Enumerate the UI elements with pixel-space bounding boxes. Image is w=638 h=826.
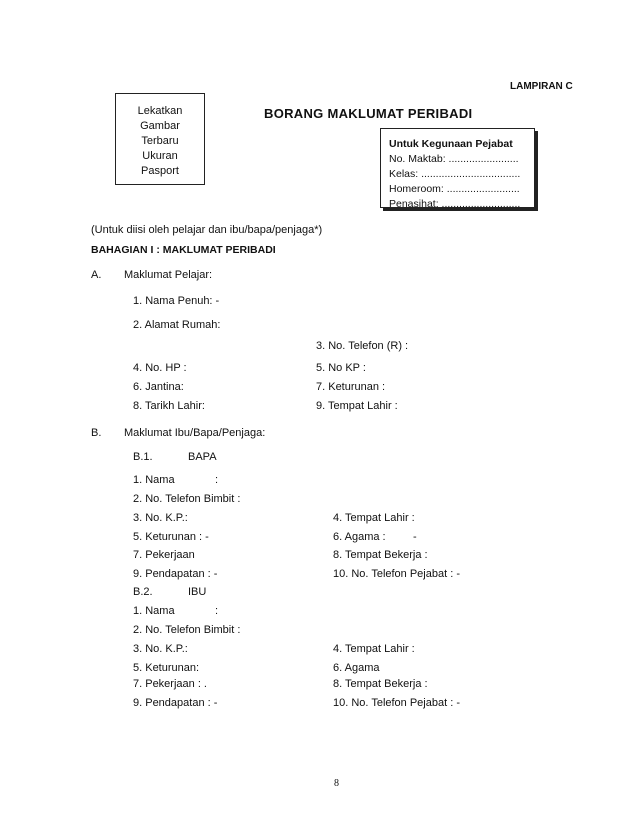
ibu-tempat-lahir[interactable]: 4. Tempat Lahir : [333, 643, 415, 655]
bapa-no-kp[interactable]: 3. No. K.P.: [133, 512, 188, 524]
section-a-letter: A. [91, 269, 102, 281]
ibu-nama[interactable]: 1. Nama [133, 605, 175, 617]
photo-line: Pasport [141, 165, 179, 177]
field-no-kp[interactable]: 5. No KP : [316, 362, 366, 374]
section-title: BAHAGIAN I : MAKLUMAT PERIBADI [91, 244, 276, 256]
bapa-nama-colon: : [215, 474, 219, 486]
ibu-pekerjaan[interactable]: 7. Pekerjaan : . [133, 678, 207, 690]
bapa-label: BAPA [188, 451, 217, 463]
bapa-tempat-lahir[interactable]: 4. Tempat Lahir : [333, 512, 415, 524]
ibu-no-kp[interactable]: 3. No. K.P.: [133, 643, 188, 655]
field-tarikh-lahir[interactable]: 8. Tarikh Lahir: [133, 400, 205, 412]
office-use-heading: Untuk Kegunaan Pejabat [389, 138, 513, 150]
ibu-agama[interactable]: 6. Agama [333, 662, 380, 674]
photo-line: Lekatkan [137, 105, 183, 117]
field-no-hp[interactable]: 4. No. HP : [133, 362, 187, 374]
office-use-box [380, 128, 535, 208]
bapa-tempat-bekerja[interactable]: 8. Tempat Bekerja : [333, 549, 428, 561]
ibu-nama-colon: : [215, 605, 219, 617]
bapa-pekerjaan[interactable]: 7. Pekerjaan [133, 549, 195, 561]
office-no-maktab: No. Maktab: ........................ [389, 153, 519, 165]
page-number: 8 [334, 778, 339, 789]
lampiran-label: LAMPIRAN C [510, 81, 573, 92]
ibu-telefon-bimbit[interactable]: 2. No. Telefon Bimbit : [133, 624, 241, 636]
intro-note: (Untuk diisi oleh pelajar dan ibu/bapa/penjaga*) [91, 224, 323, 236]
ibu-label: IBU [188, 586, 207, 598]
office-kelas: Kelas: .................................. [389, 168, 521, 180]
field-tempat-lahir[interactable]: 9. Tempat Lahir : [316, 400, 398, 412]
section-b-letter: B. [91, 427, 102, 439]
ibu-telefon-pejabat[interactable]: 10. No. Telefon Pejabat : - [333, 697, 460, 709]
photo-instructions [116, 104, 204, 179]
bapa-keturunan[interactable]: 5. Keturunan : - [133, 531, 209, 543]
field-keturunan[interactable]: 7. Keturunan : [316, 381, 386, 393]
ibu-tempat-bekerja[interactable]: 8. Tempat Bekerja : [333, 678, 428, 690]
photo-placeholder-box [115, 93, 205, 185]
photo-line: Terbaru [141, 135, 179, 147]
section-a-title: Maklumat Pelajar: [124, 269, 213, 281]
bapa-nama[interactable]: 1. Nama [133, 474, 175, 486]
bapa-pendapatan[interactable]: 9. Pendapatan : - [133, 568, 218, 580]
field-nama-penuh[interactable]: 1. Nama Penuh: - [133, 295, 220, 307]
bapa-agama-mark: - [413, 531, 417, 543]
bapa-code: B.1. [133, 451, 153, 463]
bapa-telefon-pejabat[interactable]: 10. No. Telefon Pejabat : - [333, 568, 460, 580]
field-telefon-rumah[interactable]: 3. No. Telefon (R) : [316, 340, 409, 352]
photo-line: Ukuran [142, 150, 178, 162]
photo-line: Gambar [140, 120, 180, 132]
section-b-title: Maklumat Ibu/Bapa/Penjaga: [124, 427, 266, 439]
office-homeroom: Homeroom: ......................... [389, 183, 520, 195]
bapa-agama[interactable]: 6. Agama : [333, 531, 386, 543]
ibu-keturunan[interactable]: 5. Keturunan: [133, 662, 200, 674]
bapa-telefon-bimbit[interactable]: 2. No. Telefon Bimbit : [133, 493, 241, 505]
field-jantina[interactable]: 6. Jantina: [133, 381, 184, 393]
office-penasihat: Penasihat: ........................... [389, 198, 521, 210]
form-title: BORANG MAKLUMAT PERIBADI [264, 106, 473, 121]
field-alamat-rumah[interactable]: 2. Alamat Rumah: [133, 319, 221, 331]
ibu-code: B.2. [133, 586, 153, 598]
ibu-pendapatan[interactable]: 9. Pendapatan : - [133, 697, 218, 709]
